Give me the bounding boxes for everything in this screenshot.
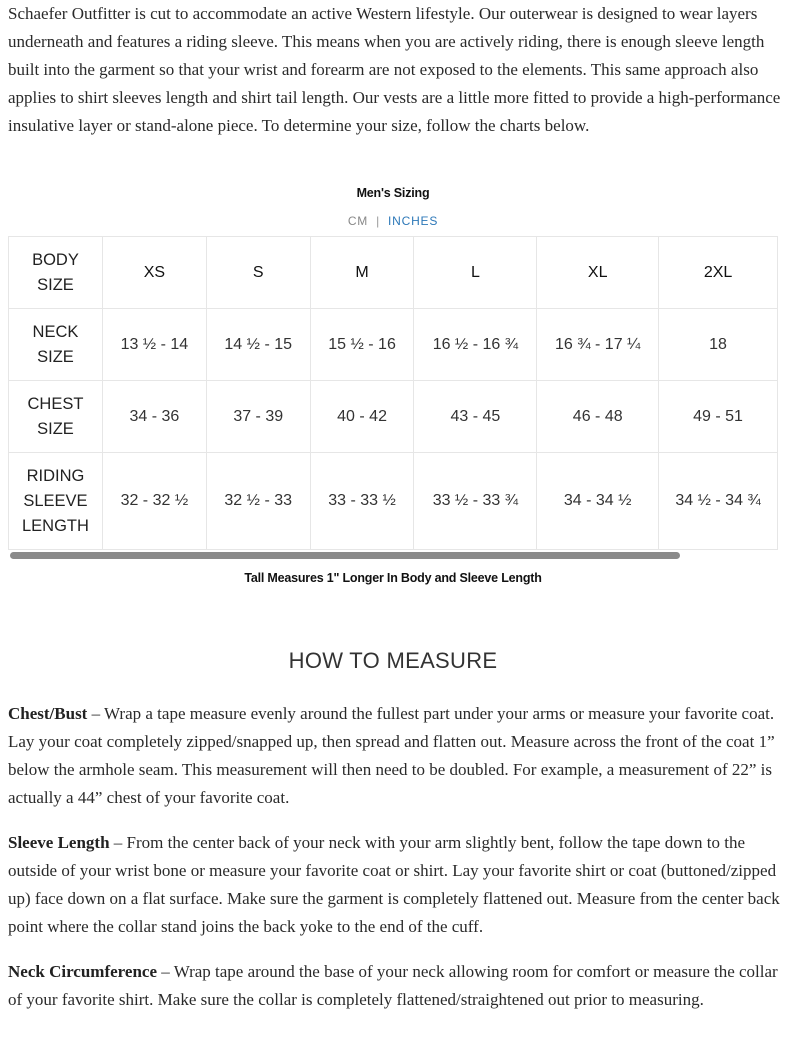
unit-toggle — [0, 214, 786, 228]
table-row — [9, 309, 778, 381]
term-label: Neck Circumference — [8, 962, 158, 981]
term-description: – From the center back of your neck with your arm slightly bent, follow the tape down to the outside of your wrist bone or measure your favorite coat or shirt. Lay your favorite shirt or coat (buttoned/zipped up) face down on a flat surface. Make sure the garment is completely flattened out. Measure from the center back point where the collar stand joins the back yoke to the end of the cuff. — [8, 833, 780, 936]
table-cell: 49 - 51 — [659, 381, 778, 453]
size-header: S — [206, 237, 310, 309]
size-header: M — [310, 237, 414, 309]
table-cell: 15 ½ - 16 — [310, 309, 414, 381]
unit-separator: | — [376, 214, 381, 228]
term-description: – Wrap a tape measure evenly around the fullest part under your arms or measure your favorite coat. Lay your coat completely zipped/snapped up, then spread and flatten out. Measure across the front of the coat 1” below the armhole seam. This measurement will then need to be doubled. For example, a measurement of 22” is actually a 44” chest of your favorite coat. — [8, 704, 775, 807]
row-header-body-size — [9, 237, 103, 309]
table-cell: 33 - 33 ½ — [310, 453, 414, 550]
intro-paragraph: Schaefer Outfitter is cut to accommodate an active Western lifestyle. Our outerwear is designed to wear layers underneath and features a riding sleeve. This means when you are actively riding, there is enough sleeve length built into the garment so that your wrist and forearm are not exposed to the elements. This same approach also applies to shirt sleeves length and shirt tail length. Our vests are a little more fitted to provide a high-performance insulative layer or stand-alone piece. To determine your size, follow the charts below. — [8, 4, 781, 135]
term-label: Sleeve Length — [8, 833, 110, 852]
table-cell: 43 - 45 — [414, 381, 537, 453]
unit-inches-button[interactable]: INCHES — [388, 214, 439, 228]
term-label: Chest/Bust — [8, 704, 88, 723]
size-header: 2XL — [659, 237, 778, 309]
row-header-line: SIZE — [37, 275, 74, 294]
row-header-line: CHEST — [27, 394, 84, 413]
row-header-riding-sleeve-length — [9, 453, 103, 550]
row-header-line: SLEEVE — [23, 491, 88, 510]
table-cell: 16 ½ - 16 ¾ — [414, 309, 537, 381]
tall-note: Tall Measures 1" Longer In Body and Sleeve Length — [244, 571, 542, 585]
table-cell: 34 - 36 — [102, 381, 206, 453]
table-cell: 32 - 32 ½ — [102, 453, 206, 550]
row-header-chest-size — [9, 381, 103, 453]
table-row — [9, 381, 778, 453]
table-cell: 40 - 42 — [310, 381, 414, 453]
table-header-row — [9, 237, 778, 309]
table-cell: 33 ½ - 33 ¾ — [414, 453, 537, 550]
table-cell: 18 — [659, 309, 778, 381]
sleeve-length-instructions — [8, 829, 782, 941]
row-header-line: RIDING — [26, 466, 85, 485]
table-cell: 16 ¾ - 17 ¼ — [537, 309, 659, 381]
table-cell: 13 ½ - 14 — [102, 309, 206, 381]
table-cell: 46 - 48 — [537, 381, 659, 453]
row-header-neck-size — [9, 309, 103, 381]
size-header: L — [414, 237, 537, 309]
table-horizontal-scrollbar[interactable] — [10, 552, 680, 559]
table-row — [9, 453, 778, 550]
size-header: XS — [102, 237, 206, 309]
table-cell: 32 ½ - 33 — [206, 453, 310, 550]
table-cell: 34 ½ - 34 ¾ — [659, 453, 778, 550]
unit-cm-button[interactable]: CM — [347, 214, 369, 228]
row-header-line: NECK — [32, 322, 79, 341]
term-description: – Wrap tape around the base of your neck allowing room for comfort or measure the collar of your favorite shirt. Make sure the collar is completely flattened/straightened out prior to measuring. — [8, 962, 778, 1009]
table-cell: 14 ½ - 15 — [206, 309, 310, 381]
size-header: XL — [537, 237, 659, 309]
table-cell: 34 - 34 ½ — [537, 453, 659, 550]
chest-bust-instructions — [8, 700, 782, 812]
row-header-line: SIZE — [37, 347, 74, 366]
how-to-measure-heading: HOW TO MEASURE — [288, 648, 498, 673]
row-header-line: BODY — [32, 250, 79, 269]
row-header-line: SIZE — [37, 419, 74, 438]
size-table — [8, 236, 778, 550]
neck-circumference-instructions — [8, 958, 782, 1014]
table-cell: 37 - 39 — [206, 381, 310, 453]
row-header-line: LENGTH — [22, 516, 89, 535]
table-title: Men's Sizing — [356, 186, 430, 200]
